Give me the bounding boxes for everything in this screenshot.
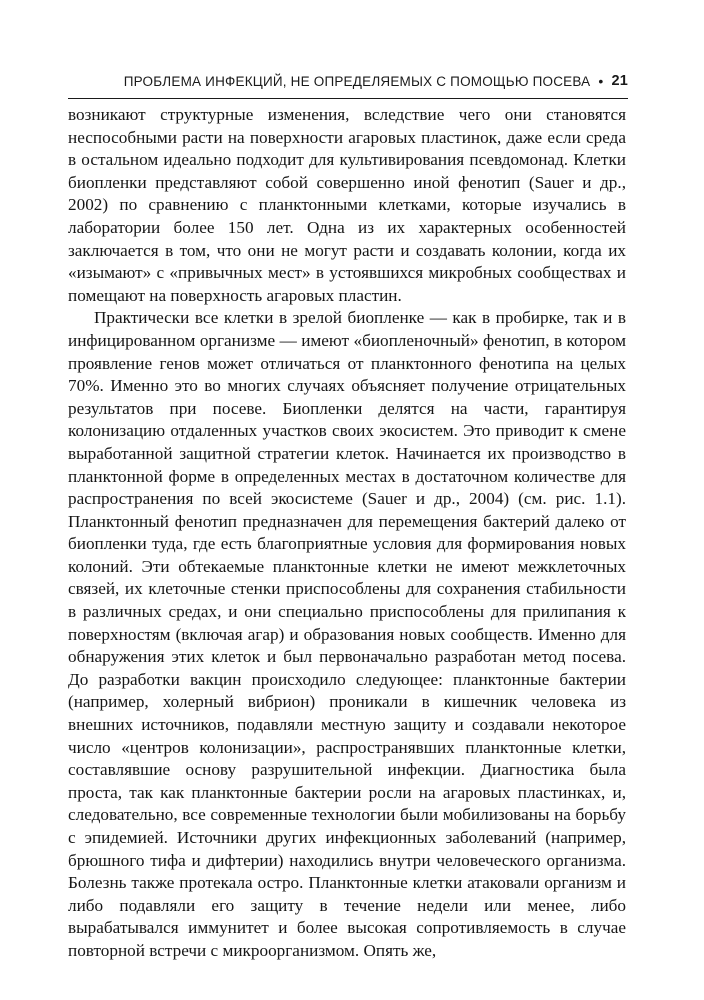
running-title: ПРОБЛЕМА ИНФЕКЦИЙ, НЕ ОПРЕДЕЛЯЕМЫХ С ПОМОЩЬЮ ПОСЕВА [123,73,591,89]
paragraph: Практически все клетки в зрелой биопленке — как в пробирке, так и в инфицированном организме — имеют «биопленочный» фенотип, в котором проявление генов может отличаться от планктонного фенотипа на целых 70%. Именно это во многих случаях объясняет получение отрицательных результатов при посеве. Биопленки делятся на части, гарантируя колонизацию отдаленных участков своих экосистем. Это приводит к смене выработанной защитной стратегии клеток. Начинается их производство в планктонной форме в определенных местах в достаточном количестве для распространения по всей экосистеме (Sauer и др., 2004) (см. рис. 1.1). Планктонный фенотип предназначен для перемещения бактерий далеко от биопленки туда, где есть благоприятные условия для формирования новых колоний. Эти обтекаемые планктонные клетки не имеют межклеточных связей, их клеточные стенки приспособлены для сохранения стабильности в различных средах, и они специально приспособлены для прилипания к поверхностям (включая агар) и образования новых сообществ. Именно для обнаружения этих клеток и был первоначально разработан метод посева. До разработки вакцин происходило следующее: планктонные бактерии (например, холерный вибрион) проникали в кишечник человека из внешних источников, подавляли местную защиту и создавали некоторое число «центров колонизации», распространявших планктонные клетки, составлявшие основу разрушительной инфекции. Диагностика была проста, так как планктонные бактерии росли на агаровых пластинках, и, следовательно, все современные технологии были мобилизованы на борьбу с эпидемией. Источники других инфекционных заболеваний (например, брюшного тифа и дифтерии) находились внутри человеческого организма. Болезнь также протекала остро. Планктонные клетки атаковали организм и либо подавляли его защиту в течение недели или менее, либо вырабатывался иммунитет и более высокая сопротивляемость в случае повторной встречи с микроорганизмом. Опять же, [68,308,626,960]
running-header [68,70,628,99]
paragraph-continuation: возникают структурные изменения, вследствие чего они становятся неспособными расти на поверхности агаровых пластинок, даже если среда в остальном идеально подходит для культивирования псевдомонад. Клетки биопленки представляют собой совершенно иной фенотип (Sauer и др., 2002) по сравнению с планктонными клетками, которые изучались в лаборатории более 150 лет. Одна из их характерных особенностей заключается в том, что они не могут расти и создавать колонии, когда их «изымают» с «привычных мест» в устоявшихся микробных сообществах и помещают на поверхность агаровых пластин. [68,105,626,305]
body-text [68,104,626,963]
page-number: 21 [611,73,628,89]
header-bullet: • [598,73,604,89]
